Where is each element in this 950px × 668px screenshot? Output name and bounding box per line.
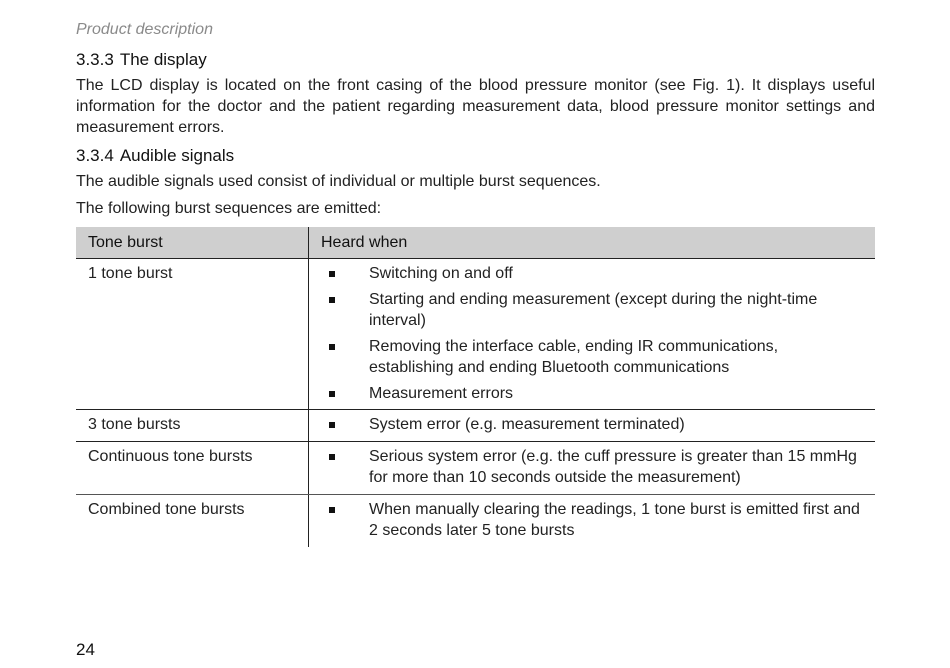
section-heading-audible [76, 145, 234, 167]
bullet-icon [329, 297, 335, 303]
section-title: The display [119, 50, 207, 69]
heard-when-cell [309, 494, 876, 547]
section-heading-display [76, 49, 207, 71]
bullet-icon [329, 422, 335, 428]
bullet-icon [329, 454, 335, 460]
table-row [76, 259, 875, 410]
list-item: When manually clearing the readings, 1 tone burst is emitted first and 2 seconds later 5 tone bursts [321, 499, 863, 542]
heard-when-cell [309, 441, 876, 494]
list-item: Removing the interface cable, ending IR communications, establishing and ending Bluetooth communications [321, 336, 863, 379]
heard-when-cell [309, 410, 876, 442]
list-item: Starting and ending measurement (except during the night-time interval) [321, 289, 863, 332]
display-paragraph: The LCD display is located on the front casing of the blood pressure monitor (see Fig. 1). It displays useful information for the doctor and the patient regarding measurement data, blood pressure monitor settings and measurement errors. [76, 77, 875, 136]
list-item: Switching on and off [321, 263, 863, 285]
column-header-tone-burst: Tone burst [76, 227, 309, 259]
column-header-heard-when: Heard when [309, 227, 876, 259]
running-header: Product description [76, 21, 213, 38]
bullet-icon [329, 271, 335, 277]
list-item: System error (e.g. measurement terminated) [321, 414, 863, 436]
tone-cell: 1 tone burst [76, 259, 309, 410]
section-number: 3.3.3 [76, 50, 114, 69]
tone-cell: Combined tone bursts [76, 494, 309, 547]
list-item: Serious system error (e.g. the cuff pressure is greater than 15 mmHg for more than 10 seconds outside the measurement) [321, 446, 863, 489]
table-row [76, 494, 875, 547]
section-title: Audible signals [119, 146, 235, 165]
list-item: Measurement errors [321, 383, 863, 405]
table-row [76, 441, 875, 494]
bullet-icon [329, 391, 335, 397]
bullet-icon [329, 344, 335, 350]
heard-when-cell [309, 259, 876, 410]
table-header-row [76, 227, 875, 259]
table-row [76, 410, 875, 442]
tone-cell: 3 tone bursts [76, 410, 309, 442]
bullet-icon [329, 507, 335, 513]
tone-cell: Continuous tone bursts [76, 441, 309, 494]
tone-burst-table [76, 227, 875, 547]
section-number: 3.3.4 [76, 146, 114, 165]
audible-paragraph-1: The audible signals used consist of individual or multiple burst sequences. [76, 173, 601, 190]
audible-paragraph-2: The following burst sequences are emitted: [76, 200, 382, 217]
page-number: 24 [76, 640, 95, 659]
